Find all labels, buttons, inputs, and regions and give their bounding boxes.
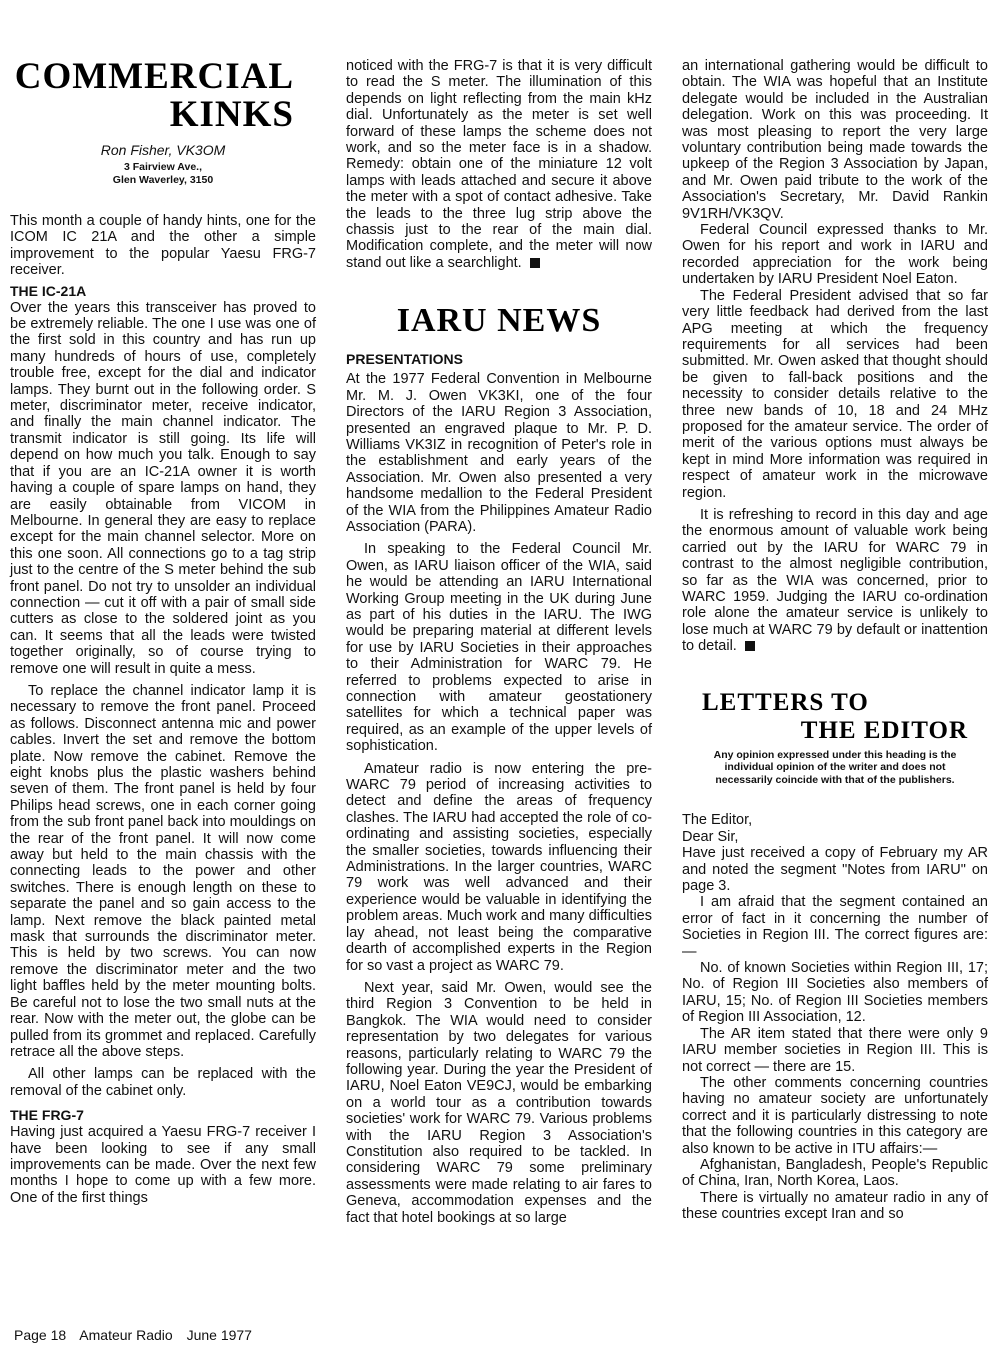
column-left (10, 0, 316, 1206)
paragraph: Having just acquired a Yaesu FRG-7 receiver I have been looking to see if any small improvements can be made. Over the next few months I hope to come up with a few more. One of the first things (10, 1124, 316, 1206)
author-address-1: 3 Fairview Ave., (123, 161, 202, 173)
end-mark-icon (745, 641, 755, 651)
heading-ic21a: THE IC-21A (10, 282, 87, 299)
title-line-2: KINKS (169, 94, 294, 135)
issue-date: June 1977 (186, 1327, 252, 1343)
paragraph: The other comments concerning countries having no amateur society are unfortunately correct and it is particularly distressing to note that the following countries in this category are also known to be active in ITU affairs:— (682, 1074, 988, 1157)
title-line-1: COMMERCIAL (14, 56, 294, 97)
salutation-editor: The Editor, (682, 812, 753, 829)
heading-presentations: PRESENTATIONS (346, 351, 463, 368)
paragraph: I am afraid that the segment contained an error of fact in it concerning the number of Societies in Region III. The correct figures are:— (682, 894, 988, 960)
paragraph: Next year, said Mr. Owen, would see the third Region 3 Convention to be held in Bangkok. The WIA would need to consider representation by two delegates for various reasons, particularly relating to WARC 79 the following year. During the year the President of IARU, Noel Eaton VE9CJ, would be embarking on a world tour as a contribution towards societies' work for WARC 79. Various problems with the IARU Region 3 Association's Constitution also required to be tackled. In considering WARC 79 some preliminary assessments were made relating to air fares to Geneva, accommodation expenses and the fact that hotel bookings at so large (346, 979, 652, 1226)
paragraph: Amateur radio is now entering the pre-WARC 79 period of increasing activities to detect and define the areas of frequency clashes. The IARU had accepted the role of co-ordinating and assisting societies, especially the smaller societies, towards influencing their Administrations. In the larger countries, WARC 79 work was well advanced and their experience would be valuable in identifying the problem areas. Much work and many difficulties lay ahead, not least being the comparative dearth of accomplished experts in the Region for so vast a project as WARC 79. (346, 760, 652, 974)
letters-disclaimer: Any opinion expressed under this heading is the individual opinion of the writer and does not necessarily coincide with that of the publishers. (713, 748, 957, 786)
paragraph: At the 1977 Federal Convention in Melbourne Mr. M. J. Owen VK3KI, one of the four Directors of the IARU Region 3 Association, presented an engraved plaque to Mr. P. D. Williams VK3IZ in recognition of Peter's role in the establishment and early years of the Association. Mr. Owen also presented a very handsome medallion to the Federal President of the WIA from the Philippines Amateur Radio Association (PARA). (346, 371, 652, 535)
paragraph: Afghanistan, Bangladesh, People's Republic of China, Iran, North Korea, Laos. (682, 1156, 988, 1190)
paragraph (346, 58, 652, 271)
paragraph-text: It is refreshing to record in this day and age the enormous amount of valuable work being carried out by the IARU for WARC 79 in contrast to the almost negligible contribution, so far as the WIA was concerned, prior to WARC 1959. Judging the IARU co-ordination role alone the amateur service is unlikely to lose much at WARC 79 by default or inattention to detail. (682, 506, 988, 655)
letters-title-line-2: THE EDITOR (800, 716, 968, 744)
paragraph: Federal Council expressed thanks to Mr. Owen for his report and work in IARU and recorded appreciation for the work being undertaken by IARU President Noel Eaton. (682, 222, 988, 288)
paragraph: an international gathering would be difficult to obtain. The WIA was hopeful that an Institute delegate would be included in the Australian delegation. Work on this was proceeding. It was most pleasing to report the very large voluntary contribution being made towards the upkeep of the Region 3 Association by Japan, and Mr. Owen paid tribute to the work of the Association's Secretary, Mr. David Rankin 9V1RH/VK3QV. (682, 58, 988, 222)
paragraph: To replace the channel indicator lamp it is necessary to remove the front panel. Proceed as follows. Disconnect antenna mic and power cables. Invert the set and remove the bottom plate. Now remove the cabinet. Remove the eight knobs plus the plastic washers behind seven of them. The front panel is held by four Philips head screws, one in each corner going from the sub front panel back into mouldings on the rear of the front panel. It will now come away but held to the main chassis with the connecting leads to the power and other switches. There is enough length on these to separate the panel and so gain access to the lamp. Next remove the black painted metal mask that surrounds the discriminator meter. This is held by two screws. You can now remove the discriminator meter and the two light baffles held by the meter mounting bolts. Be careful not to lose the two small nuts at the rear. Now with the meter out, the globe can be pulled from its grommet and replaced. Carefully retrace all the above steps. (10, 682, 316, 1060)
paragraph: The AR item stated that there were only 9 IARU member societies in Region III. This is not correct — there are 15. (682, 1025, 988, 1075)
salutation-sir: Dear Sir, (682, 828, 739, 845)
paragraph: All other lamps can be replaced with the removal of the cabinet only. (10, 1066, 316, 1099)
paragraph: The Federal President advised that so far very little feedback had derived from the last APG meeting at which the frequency requirements for all services had been submitted. Mr. Owen asked that thought should be given to fall-back positions and the necessity to consider details relative to the three new bands of 10, 18 and 24 MHz proposed for the amateur service. The order of merit of the various options must always be kept in mind More information was required in respect of amateur work in the microwave region. (682, 287, 988, 501)
author-name: Ron Fisher, VK3OM (100, 142, 226, 158)
heading-frg7: THE FRG-7 (10, 1107, 84, 1124)
page-footer (14, 1327, 262, 1343)
commercial-kinks-title (10, 58, 316, 134)
paragraph: Have just received a copy of February my AR and noted the segment "Notes from IARU" on page 3. (682, 845, 988, 895)
column-right (682, 0, 988, 1223)
letters-title (682, 689, 988, 745)
paragraph: Over the years this transceiver has proved to be extremely reliable. The one I use was one of the first sold in this country and has run up many hundreds of hours of use, completely trouble free, except for the dial and indicator lamps. They burnt out in the following order. S meter, discriminator meter, receive indicator, and finally the main channel indicator. The transmit indicator is still going. Its life will depend on how much you talk. Enough to say that if you are an IC-21A owner it is worth having a couple of spare lamps on hand, they are easily obtainable from VICOM in Melbourne. In general they are easy to replace except for the main channel selector. More on this one soon. All connections go to a tag strip just to the centre of the S meter behind the sub front panel. Do not try to unsolder an individual connection — cut it off with a pair of small side cutters as close to the soldered joint as you can. It seems that all the leads were twisted together originally, so of course trying to remove one will result in quite a mess. (10, 299, 316, 677)
author-address-2: Glen Waverley, 3150 (112, 174, 214, 186)
iaru-news-title: IARU NEWS (396, 302, 602, 340)
continued-text: noticed with the FRG-7 is that it is very difficult to read the S meter. The illumination of this depends on light reflecting from the main kHz dial. Unfortunately as the meter is set well forward of these lamps the scheme does not work, and so the meter face is in a shadow. Remedy: obtain one of the miniature 12 volt lamps with leads attached and secure it above the meter with a spot of contact adhesive. Take the leads to the three lug strip above the chassis just to the rear of the main dial. Modification complete, and the meter will now stand out like a searchlight. (346, 58, 652, 271)
paragraph (682, 507, 988, 655)
intro-paragraph: This month a couple of handy hints, one for the ICOM IC 21A and the other a simple improvement to the popular Yaesu FRG-7 receiver. (10, 213, 316, 279)
column-middle (346, 0, 652, 1226)
paragraph: In speaking to the Federal Council Mr. Owen, as IARU liaison officer of the WIA, said he would be attending an IARU International Working Group meeting in the UK during June as part of his duties in the IARU. The IWG would be preparing material at different levels for use by IARU Societies in their approaches to their Administration for WARC 79. He referred to problems expected to arise in connection with amateur geostationery satellites for which a technical paper was required, as an example of the upper levels of sophistication. (346, 541, 652, 755)
paragraph: No. of known Societies within Region III, 17; No. of Region III Societies also members of IARU, 15; No. of Region III Societies members of Region III Association, 12. (682, 960, 988, 1026)
paragraph: There is virtually no amateur radio in any of these countries except Iran and so (682, 1189, 988, 1223)
page-number: Page 18 (14, 1327, 67, 1343)
letters-title-line-1: LETTERS TO (702, 688, 869, 716)
publication-name: Amateur Radio (79, 1327, 173, 1343)
end-mark-icon (530, 258, 540, 268)
